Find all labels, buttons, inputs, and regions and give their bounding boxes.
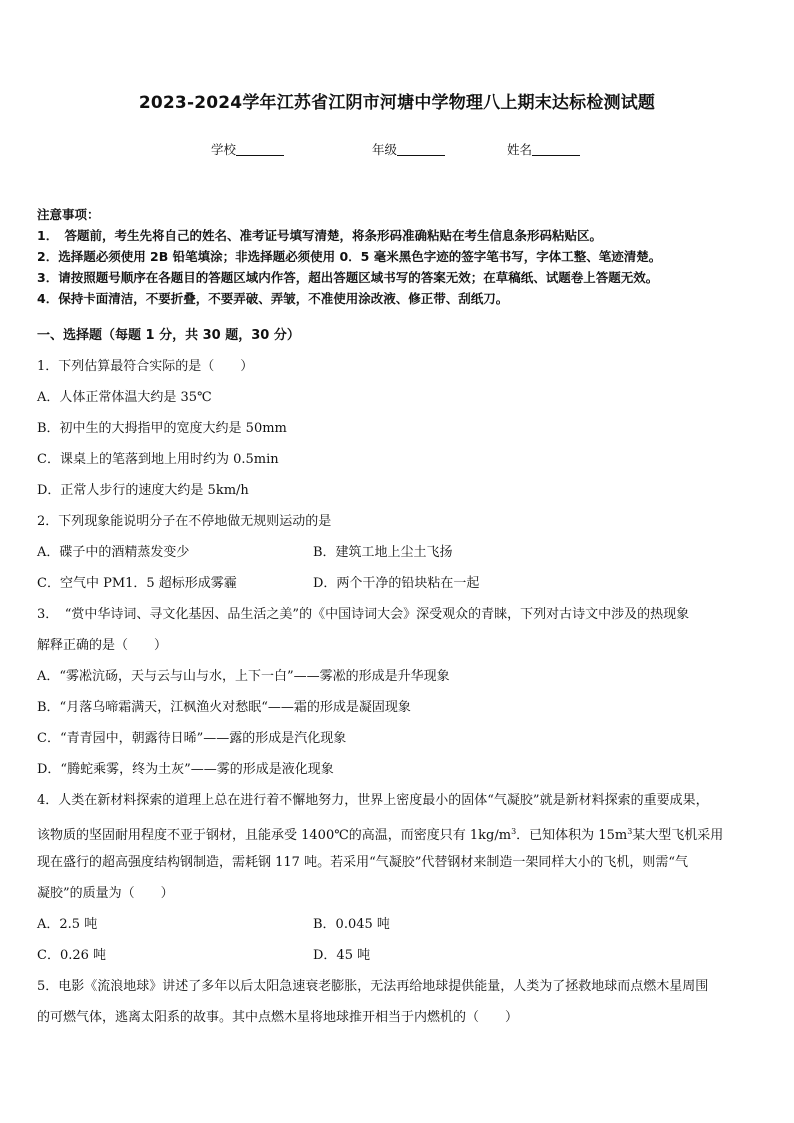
q3-option-c: C．“青青园中，朝露待日晞”——露的形成是汽化现象 bbox=[37, 731, 347, 746]
name-blank[interactable] bbox=[532, 142, 580, 156]
q4-options-row2 bbox=[37, 946, 763, 977]
name-label: 姓名 bbox=[507, 142, 533, 157]
q2-stem: 2．下列现象能说明分子在不停地做无规则运动的是 bbox=[37, 514, 332, 529]
notes-heading: 注意事项： bbox=[37, 207, 100, 222]
q3-option-a: A．“雾凇沆砀，天与云与山与水，上下一白”——雾凇的形成是升华现象 bbox=[37, 669, 450, 684]
school-label: 学校 bbox=[211, 142, 237, 157]
q2-option-a: A．碟子中的酒精蒸发变少 bbox=[37, 545, 190, 560]
q4-stem-line4: 凝胶”的质量为（ ） bbox=[37, 886, 174, 901]
q4-stem-line3: 现在盛行的超高强度结构钢制造，需耗钢 117 吨。若采用“气凝胶”代替钢材来制造一架同样大小的飞机，则需“气 bbox=[37, 855, 689, 870]
q3-option-b: B．“月落乌啼霜满天，江枫渔火对愁眠“——霜的形成是凝固现象 bbox=[37, 700, 411, 715]
q4-option-c: C．0.26 吨 bbox=[37, 948, 107, 963]
note-item: 4．保持卡面清洁，不要折叠，不要弄破、弄皱，不准使用涂改液、修正带、刮纸刀。 bbox=[37, 291, 509, 306]
q4-text: 某大型飞机采用 bbox=[632, 828, 724, 843]
q3-stem-line1: 3． “赏中华诗词、寻文化基因、品生活之美”的《中国诗词大会》深受观众的青睐，下列对古诗文中涉及的热现象 bbox=[37, 607, 690, 622]
q4-options-row1 bbox=[37, 915, 763, 946]
name-field[interactable] bbox=[507, 140, 580, 158]
questions bbox=[37, 326, 763, 1039]
note-item: 2．选择题必须使用 2B 铅笔填涂；非选择题必须使用 0．5 毫米黑色字迹的签字笔书写，字体工整、笔迹清楚。 bbox=[37, 249, 662, 264]
q4-option-b: B．0.045 吨 bbox=[313, 917, 390, 932]
note-item: 1． 答题前，考生先将自己的姓名、准考证号填写清楚，将条形码准确粘贴在考生信息条形码粘贴区。 bbox=[37, 228, 602, 243]
school-blank[interactable] bbox=[236, 142, 284, 156]
school-field[interactable] bbox=[211, 140, 284, 158]
q2-options-row1 bbox=[37, 543, 763, 574]
q1-option-a: A．人体正常体温大约是 35℃ bbox=[37, 390, 212, 405]
q1-option-d: D．正常人步行的速度大约是 5km/h bbox=[37, 483, 249, 498]
q5-stem-line2: 的可燃气体，逃离太阳系的故事。其中点燃木星将地球推开相当于内燃机的（ ） bbox=[37, 1010, 519, 1025]
q4-text: ．已知体积为 15m bbox=[516, 828, 628, 843]
grade-blank[interactable] bbox=[397, 142, 445, 156]
q3-option-d: D．“腾蛇乘雾，终为土灰”——雾的形成是液化现象 bbox=[37, 762, 334, 777]
notes-block bbox=[37, 204, 767, 309]
q4-stem-line2 bbox=[37, 822, 763, 853]
q5-stem-line1: 5．电影《流浪地球》讲述了多年以后太阳急速衰老膨胀，无法再给地球提供能量，人类为了拯救地球而点燃木星周围 bbox=[37, 979, 709, 994]
q1-option-b: B．初中生的大拇指甲的宽度大约是 50mm bbox=[37, 421, 287, 436]
grade-label: 年级 bbox=[372, 142, 398, 157]
section-title: 一、选择题（每题 1 分，共 30 题，30 分） bbox=[37, 328, 300, 343]
q1-option-c: C．课桌上的笔落到地上用时约为 0.5min bbox=[37, 452, 279, 467]
q1-stem: 1．下列估算最符合实际的是（ ） bbox=[37, 359, 254, 374]
page-title: 2023-2024学年江苏省江阴市河塘中学物理八上期末达标检测试题 bbox=[138, 93, 656, 113]
q3-stem-line2: 解释正确的是（ ） bbox=[37, 638, 168, 653]
q2-option-d: D．两个干净的铅块粘在一起 bbox=[313, 576, 480, 591]
q2-option-c: C．空气中 PM1．5 超标形成雾霾 bbox=[37, 576, 237, 591]
student-info bbox=[0, 140, 794, 160]
q4-stem-line1: 4．人类在新材料探索的道理上总在进行着不懈地努力，世界上密度最小的固体“气凝胶”就是新材料探索的重要成果， bbox=[37, 793, 709, 808]
q4-superscript: 3 bbox=[511, 827, 517, 836]
grade-field[interactable] bbox=[372, 140, 445, 158]
q4-text: 该物质的坚固耐用程度不亚于钢材，且能承受 1400℃的高温，而密度只有 1kg/m bbox=[37, 828, 512, 843]
q4-option-d: D．45 吨 bbox=[313, 948, 371, 963]
q2-options-row2 bbox=[37, 574, 763, 605]
q4-option-a: A．2.5 吨 bbox=[37, 917, 98, 932]
q2-option-b: B．建筑工地上尘土飞扬 bbox=[313, 545, 453, 560]
q4-superscript: 3 bbox=[627, 827, 633, 836]
note-item: 3．请按照题号顺序在各题目的答题区域内作答，超出答题区域书写的答案无效；在草稿纸、试题卷上答题无效。 bbox=[37, 270, 659, 285]
